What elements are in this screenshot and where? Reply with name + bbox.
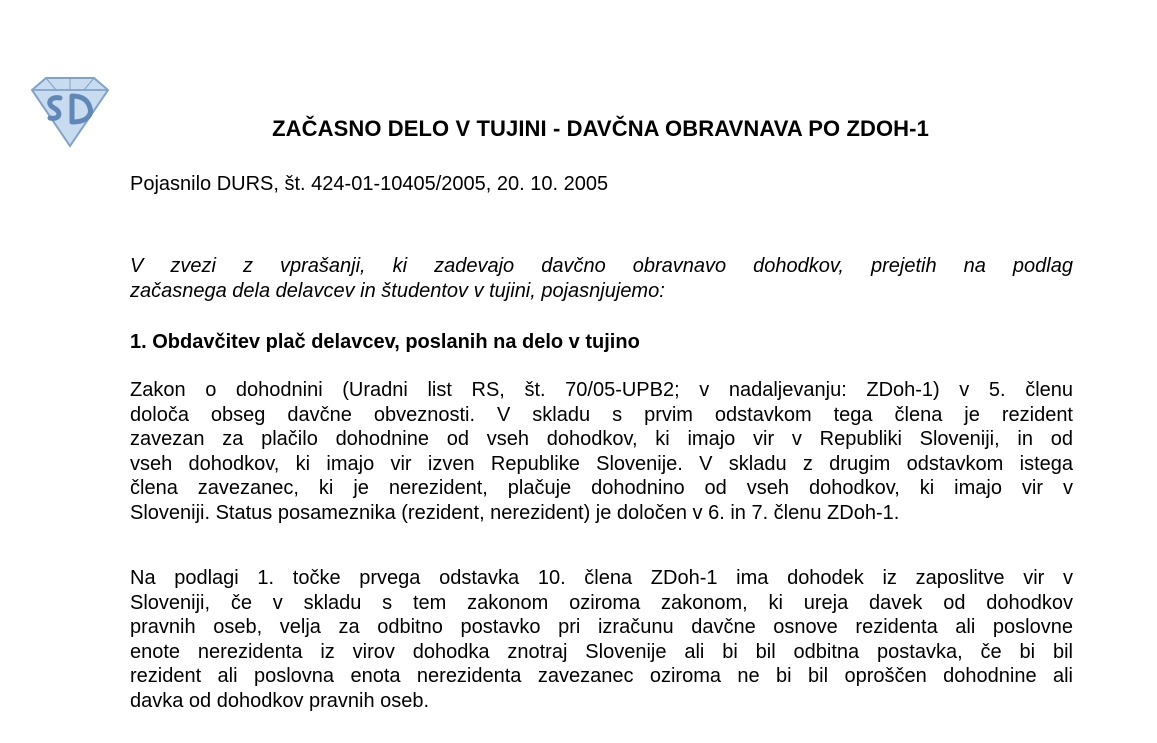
- paragraph-line: določa obseg davčne obveznosti. V skladu s prvim odstavkom tega člena je rezident: [130, 403, 1073, 426]
- paragraph-line: Sloveniji, če v skladu s tem zakonom oziroma zakonom, ki ureja davek od dohodkov: [130, 591, 1073, 614]
- intro-paragraph: [130, 254, 1073, 303]
- intro-line: začasnega dela delavcev in študentov v tujini, pojasnjujemo:: [130, 279, 665, 302]
- paragraph-1: [130, 378, 1073, 526]
- paragraph-line: Sloveniji. Status posameznika (rezident, nerezident) je določen v 6. in 7. členu ZDoh-1.: [130, 501, 900, 524]
- intro-line: V zvezi z vprašanji, ki zadevajo davčno obravnavo dohodkov, prejetih na podlag: [130, 255, 1073, 277]
- paragraph-line: vseh dohodkov, ki imajo vir izven Republike Slovenije. V skladu z drugim odstavkom istega: [130, 452, 1073, 475]
- paragraph-line: člena zavezanec, ki je nerezident, plačuje dohodnino od vseh dohodkov, ki imajo vir v: [130, 477, 1073, 500]
- document-source: Pojasnilo DURS, št. 424-01-10405/2005, 20. 10. 2005: [130, 173, 609, 195]
- paragraph-line: pravnih oseb, velja za odbitno postavko pri izračunu davčne osnove rezidenta ali poslovne: [130, 616, 1073, 639]
- document-title: ZAČASNO DELO V TUJINI - DAVČNA OBRAVNAVA PO ZDOH-1: [272, 116, 929, 141]
- paragraph-line: rezident ali poslovna enota nerezidenta zavezanec oziroma ne bi bil oproščen dohodnine ali: [130, 665, 1073, 688]
- paragraph-line: Na podlagi 1. točke prvega odstavka 10. člena ZDoh-1 ima dohodek iz zaposlitve vir v: [130, 567, 1073, 589]
- paragraph-2: [130, 566, 1073, 714]
- paragraph-line: zavezan za plačilo dohodnine od vseh dohodkov, ki imajo vir v Republiki Sloveniji, in od: [130, 428, 1073, 451]
- section-heading: 1. Obdavčitev plač delavcev, poslanih na delo v tujino: [130, 331, 640, 353]
- paragraph-line: Zakon o dohodnini (Uradni list RS, št. 70/05-UPB2; v nadaljevanju: ZDoh-1) v 5. členu: [130, 379, 1073, 401]
- paragraph-line: davka od dohodkov pravnih oseb.: [130, 689, 430, 712]
- paragraph-line: enote nerezidenta iz virov dohodka znotraj Slovenije ali bi bil odbitna postavka, če bi bil: [130, 640, 1073, 663]
